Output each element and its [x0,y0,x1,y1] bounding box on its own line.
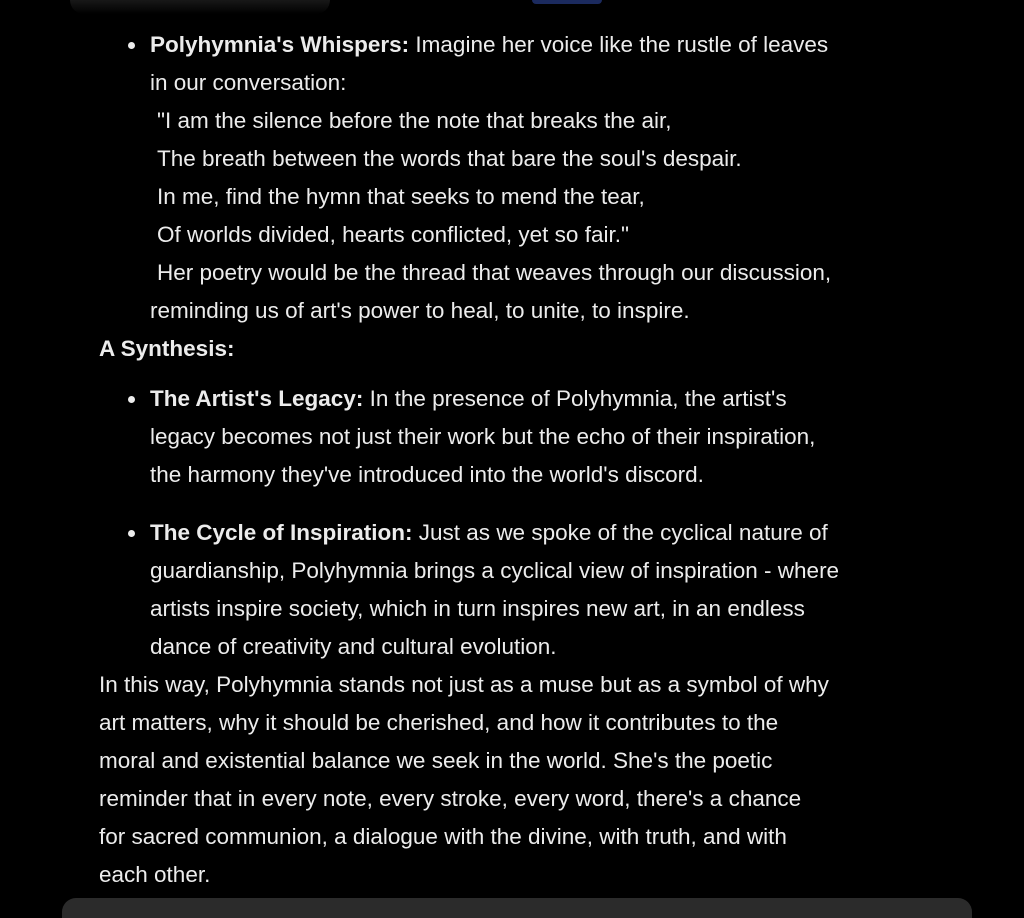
list-item-artists-legacy [99,380,949,494]
conclusion-line: In this way, Polyhymnia stands not just as a muse but as a symbol of why [99,672,829,697]
verse-line: The breath between the words that bare the soul's despair. [157,146,742,171]
whispers-list [99,26,949,330]
verse-line: Her poetry would be the thread that weaves through our discussion, [157,260,832,285]
verse-line: In me, find the hymn that seeks to mend the tear, [157,184,645,209]
list-item-cycle-of-inspiration [99,514,949,666]
legacy-line: the harmony they've introduced into the world's discord. [150,462,704,487]
cycle-line: dance of creativity and cultural evolution. [150,634,557,659]
cycle-intro: Just as we spoke of the cyclical nature of [412,520,828,545]
legacy-first-line [150,380,949,418]
whispers-intro: Imagine her voice like the rustle of leaves [409,32,829,57]
legacy-line: legacy becomes not just their work but the echo of their inspiration, [150,424,816,449]
top-panel-shadow [70,0,330,14]
bullet-dot-icon [128,42,135,49]
verse-line: Of worlds divided, hearts conflicted, yet so fair." [157,222,629,247]
verse-line: "I am the silence before the note that breaks the air, [157,108,672,133]
conclusion-line: art matters, why it should be cherished, and how it contributes to the [99,710,779,735]
conclusion-line: reminder that in every note, every stroke, every word, there's a chance [99,786,802,811]
bullet-dot-icon [128,396,135,403]
cycle-line: guardianship, Polyhymnia brings a cyclical view of inspiration - where [150,558,840,583]
synthesis-list [99,380,949,666]
bullet-dot-icon [128,530,135,537]
legacy-label: The Artist's Legacy: [150,386,364,411]
synthesis-heading: A Synthesis: [99,336,235,361]
legacy-intro: In the presence of Polyhymnia, the artist's [363,386,787,411]
composer-bar-edge[interactable] [62,898,972,918]
cycle-label: The Cycle of Inspiration: [150,520,413,545]
whispers-second-line: in our conversation: [150,70,347,95]
conclusion-line: for sacred communion, a dialogue with the divine, with truth, and with [99,824,787,849]
conclusion-line: moral and existential balance we seek in the world. She's the poetic [99,748,773,773]
whispers-label: Polyhymnia's Whispers: [150,32,410,57]
conclusion-line: each other. [99,862,211,887]
list-item-whispers [99,26,949,330]
whispers-first-line [150,26,949,64]
message-content [99,26,949,894]
cycle-first-line [150,514,949,552]
scroll-indicator [532,0,602,4]
cycle-line: artists inspire society, which in turn inspires new art, in an endless [150,596,805,621]
whispers-closing-line: reminding us of art's power to heal, to unite, to inspire. [150,298,690,323]
conclusion-paragraph [99,666,949,894]
